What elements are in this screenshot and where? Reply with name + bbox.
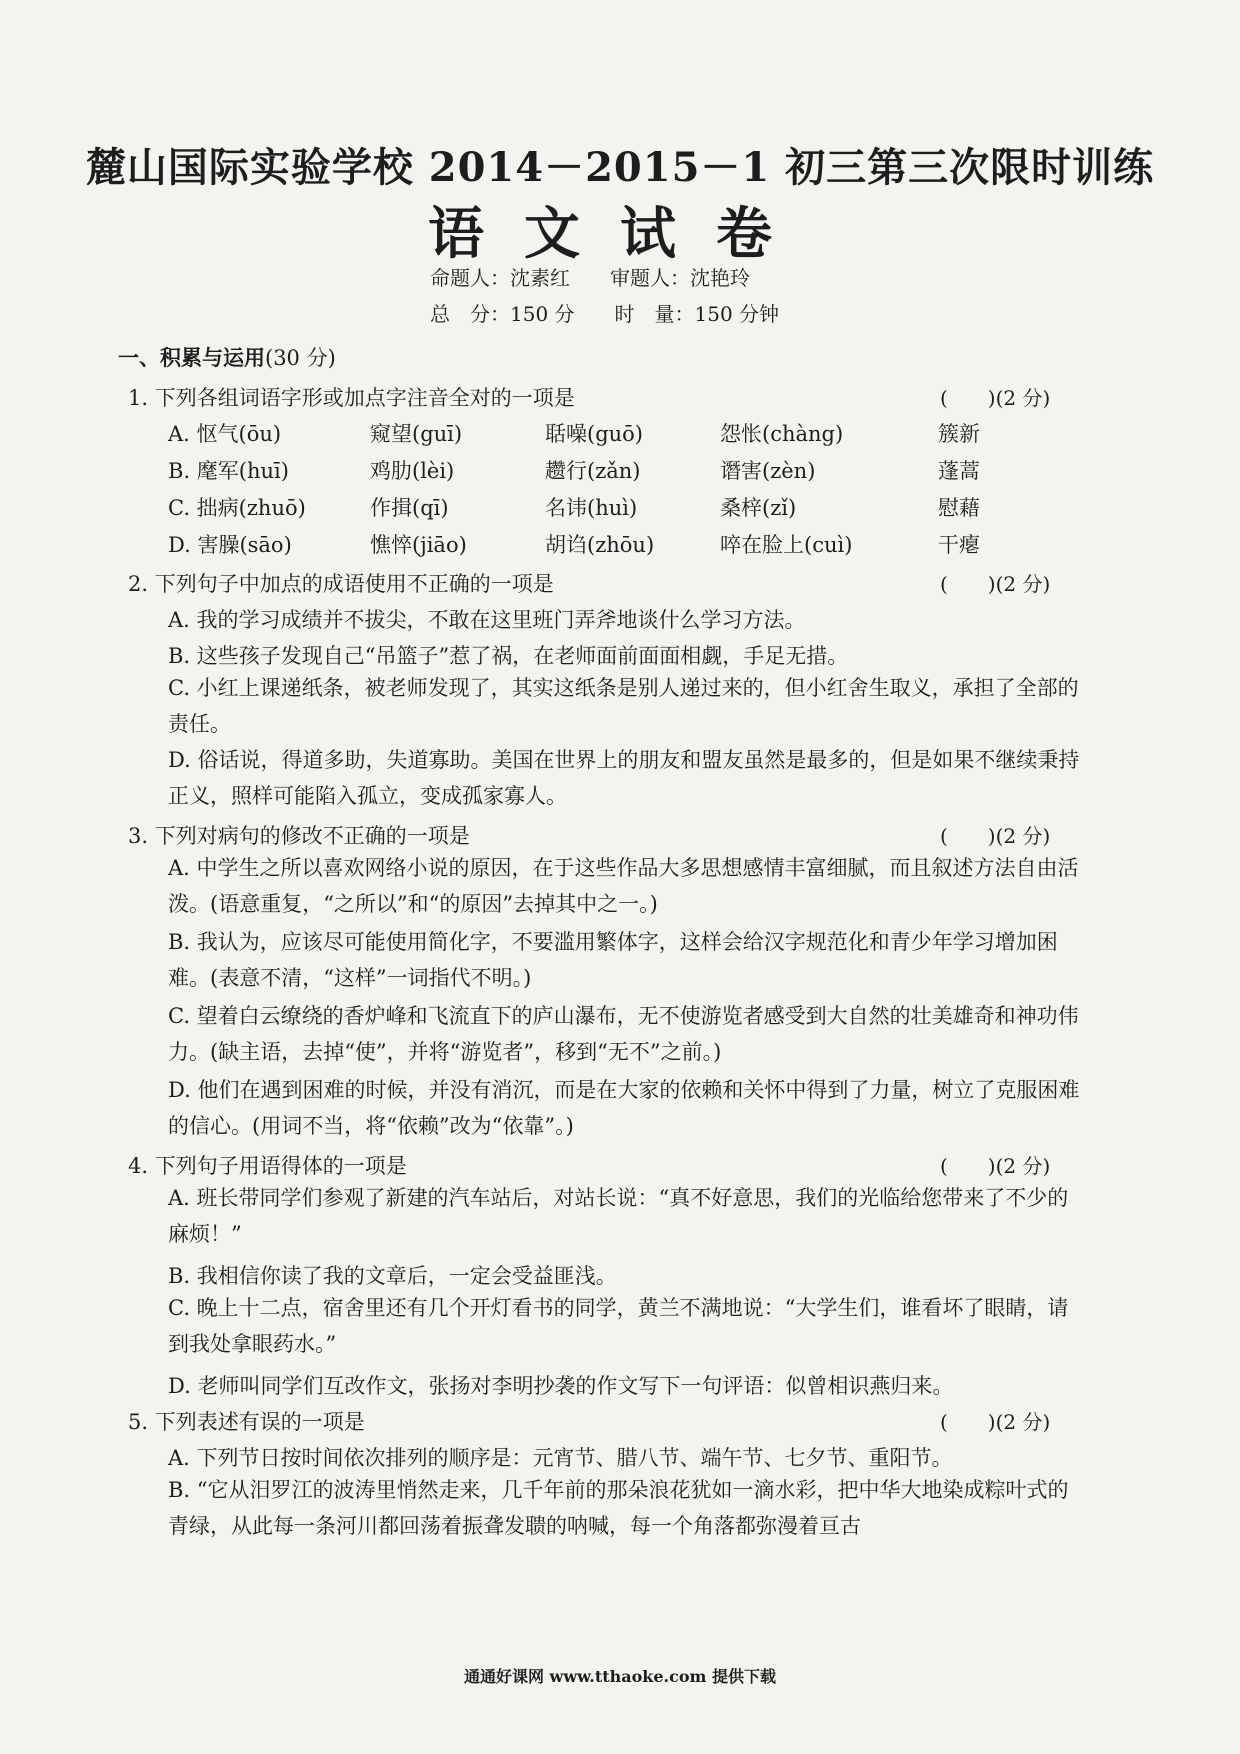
- question-3-option-d: D. 他们在遇到困难的时候，并没有消沉，而是在大家的依赖和关怀中得到了力量，树立了克服困难的信心。(用词不当，将“依赖”改为“依靠”。): [168, 1078, 1080, 1138]
- question-2-score: ( )(2 分): [940, 572, 1051, 596]
- exam-school-title: 麓山国际实验学校 2014－2015－1 初三第三次限时训练: [85, 144, 1155, 191]
- q1-cell: C. 拙病(zhuō): [168, 496, 306, 520]
- question-2-option-b: B. 这些孩子发现自己“吊篮子”惹了祸，在老师面前面面相觑，手足无措。: [168, 644, 849, 668]
- q1-cell: 趱行(zǎn): [545, 459, 641, 483]
- q1-cell: D. 害臊(sāo): [168, 533, 292, 557]
- question-3-option-a: A. 中学生之所以喜欢网络小说的原因，在于这些作品大多思想感情丰富细腻，而且叙述方法自由活泼。(语意重复，“之所以”和“的原因”去掉其中之一。): [168, 856, 1079, 916]
- q1-cell: 怨怅(chàng): [720, 422, 844, 446]
- q1-cell: 慰藉: [938, 496, 980, 520]
- question-5-stem: 5. 下列表述有误的一项是: [128, 1410, 365, 1434]
- question-4-option-d: D. 老师叫同学们互改作文，张扬对李明抄袭的作文写下一句评语：似曾相识燕归来。: [168, 1374, 954, 1398]
- question-2-option-c: C. 小红上课递纸条，被老师发现了，其实这纸条是别人递过来的，但小红舍生取义，承担了全部的责任。: [168, 676, 1079, 736]
- question-3-option-c: C. 望着白云缭绕的香炉峰和飞流直下的庐山瀑布，无不使游览者感受到大自然的壮美雄奇和神功伟力。(缺主语，去掉“使”，并将“游览者”，移到“无不”之前。): [168, 1004, 1079, 1064]
- q1-cell: 鸡肋(lèi): [370, 459, 455, 483]
- exam-subject-title: 语文试卷: [428, 201, 812, 267]
- question-2-option-d: D. 俗话说，得道多助，失道寡助。美国在世界上的朋友和盟友虽然是最多的，但是如果不继续秉持正义，照样可能陷入孤立，变成孤家寡人。: [168, 748, 1080, 808]
- download-footer: 通通好课网 www.tthaoke.com 提供下载: [463, 1667, 777, 1686]
- question-2-option-a: A. 我的学习成绩并不拔尖，不敢在这里班门弄斧地谈什么学习方法。: [168, 608, 806, 632]
- question-1-stem: 1. 下列各组词语字形或加点字注音全对的一项是: [128, 386, 575, 410]
- q1-cell: 干瘪: [938, 533, 980, 557]
- q1-cell: 簇新: [938, 422, 980, 446]
- q1-cell: 蓬蒿: [938, 459, 980, 483]
- q1-cell: 名讳(huì): [545, 496, 638, 520]
- question-2-stem: 2. 下列句子中加点的成语使用不正确的一项是: [128, 572, 554, 596]
- question-5-option-a: A. 下列节日按时间依次排列的顺序是：元宵节、腊八节、端午节、七夕节、重阳节。: [168, 1446, 953, 1470]
- exam-score-time: 总 分：150 分 时 量：150 分钟: [430, 302, 780, 326]
- question-3-score: ( )(2 分): [940, 824, 1051, 848]
- question-4-score: ( )(2 分): [940, 1154, 1051, 1178]
- question-3-stem: 3. 下列对病句的修改不正确的一项是: [128, 824, 470, 848]
- section-label: 一、积累与运用: [118, 345, 265, 370]
- q1-cell: 啐在脸上(cuì): [720, 533, 853, 557]
- exam-setters: 命题人：沈素红 审题人：沈艳玲: [430, 266, 750, 290]
- q1-cell: A. 怄气(ōu): [168, 422, 282, 446]
- question-4-stem: 4. 下列句子用语得体的一项是: [128, 1154, 407, 1178]
- question-4-option-a: A. 班长带同学们参观了新建的汽车站后，对站长说：“真不好意思，我们的光临给您带来了不少的麻烦！”: [168, 1186, 1069, 1246]
- q1-cell: 聒噪(guō): [545, 422, 643, 446]
- question-3-option-b: B. 我认为，应该尽可能使用简化字，不要滥用繁体字，这样会给汉字规范化和青少年学习增加困难。(表意不清，“这样”一词指代不明。): [168, 930, 1058, 990]
- question-5-score: ( )(2 分): [940, 1410, 1051, 1434]
- q1-cell: 作揖(qī): [370, 496, 449, 520]
- q1-cell: 憔悴(jiāo): [370, 533, 467, 557]
- section-heading: [118, 342, 336, 372]
- question-4-option-b: B. 我相信你读了我的文章后，一定会受益匪浅。: [168, 1264, 617, 1288]
- q1-cell: 桑梓(zǐ): [720, 496, 797, 520]
- question-5-option-b: B. “它从汨罗江的波涛里悄然走来，几千年前的那朵浪花犹如一滴水彩，把中华大地染成粽叶式的青绿，从此每一条河川都回荡着振聋发聩的呐喊，每一个角落都弥漫着亘古: [168, 1478, 1069, 1538]
- q1-cell: 胡诌(zhōu): [545, 533, 655, 557]
- q1-cell: 窥望(guī): [370, 422, 463, 446]
- question-4-option-c: C. 晚上十二点，宿舍里还有几个开灯看书的同学，黄兰不满地说：“大学生们，谁看坏了眼睛，请到我处拿眼药水。”: [168, 1296, 1069, 1356]
- question-1-score: ( )(2 分): [940, 386, 1051, 410]
- section-points: (30 分): [265, 346, 336, 370]
- q1-cell: 谮害(zèn): [720, 459, 816, 483]
- q1-cell: B. 麾军(huī): [168, 459, 289, 483]
